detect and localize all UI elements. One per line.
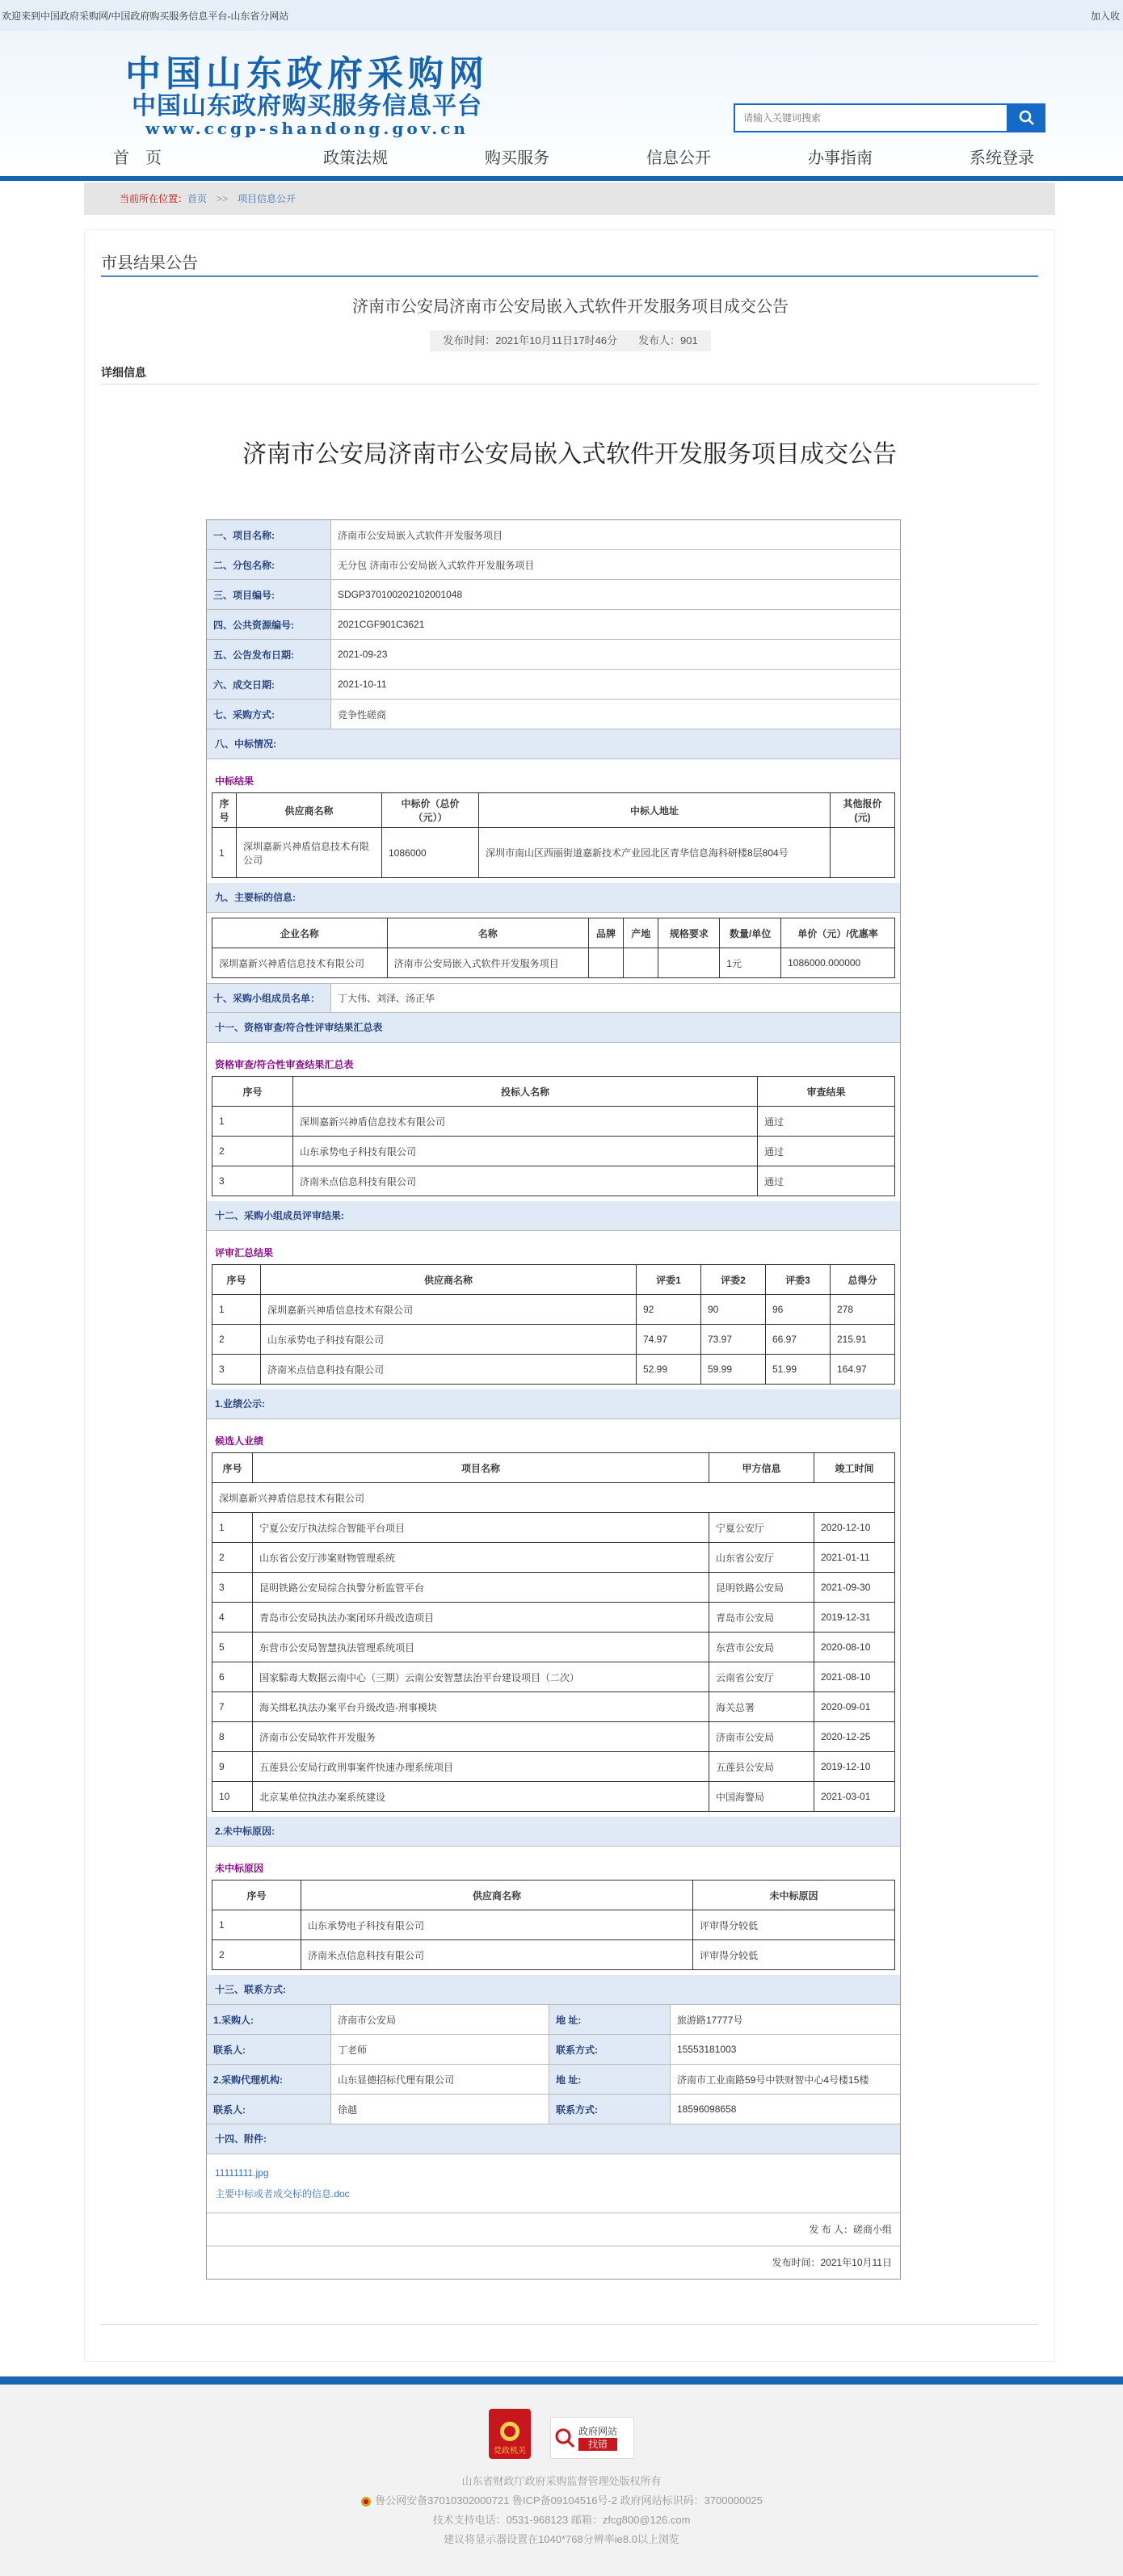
column-header: 中标人地址 [479, 793, 831, 828]
column-header: 企业名称 [212, 918, 388, 948]
perf-subtitle: 候选人业绩 [215, 1435, 264, 1447]
table-cell: 96 [766, 1295, 831, 1325]
table-cell: 2019-12-10 [814, 1752, 895, 1782]
info-value: 2021-10-11 [338, 679, 387, 690]
qual-table [212, 1076, 895, 1196]
table-cell: 昆明铁路公安局综合执警分析监管平台 [253, 1573, 709, 1603]
column-header: 其他报价(元) [831, 793, 895, 828]
emblem-icon [498, 2419, 522, 2444]
contact-value: 济南市工业南路59号中铁财智中心4号楼15楼 [677, 2074, 869, 2086]
table-cell: 2020-12-10 [814, 1513, 895, 1543]
column-header: 规格要求 [658, 918, 720, 948]
table-row [212, 948, 895, 978]
table-cell: 2 [212, 1940, 301, 1970]
contact-row [207, 2065, 900, 2095]
column-header: 品牌 [588, 918, 623, 948]
contact-value: 丁老师 [331, 2035, 549, 2064]
contact-value: 旅游路17777号 [677, 2014, 743, 2026]
table-cell: 5 [212, 1633, 253, 1662]
welcome-text: 欢迎来到中国政府采购网/中国政府购买服务信息平台-山东省分网站 [2, 10, 289, 22]
section-title: 市县结果公告 [101, 251, 1038, 277]
info-value: SDGP370100202102001048 [338, 589, 463, 600]
divider [101, 384, 1038, 385]
table-cell: 国家騌毒大数据云南中心（三期）云南公安智慧法治平台建设项目（二次） [253, 1662, 709, 1692]
table-cell: 五莲县公安局 [709, 1752, 814, 1782]
table-row [212, 1573, 895, 1603]
table-cell: 3 [212, 1573, 253, 1603]
column-header: 总得分 [831, 1265, 895, 1295]
column-header: 供应商名称 [301, 1881, 693, 1910]
contact-label: 2.采购代理机构: [207, 2065, 331, 2094]
footer-support: 技术支持电话：0531-968123 邮箱：zfcg800@126.com [432, 2514, 691, 2526]
section-13: 十三、联系方式: [207, 1975, 900, 2005]
column-header: 供应商名称 [237, 793, 382, 828]
table-row [212, 1910, 895, 1940]
table-cell: 东营市公安局 [709, 1633, 814, 1662]
column-header: 序号 [212, 1265, 261, 1295]
search-icon [1019, 110, 1035, 126]
table-cell: 2 [212, 1137, 293, 1166]
table-cell: 2020-12-25 [814, 1722, 895, 1752]
table-row [212, 1513, 895, 1543]
table-cell: 6 [212, 1662, 253, 1692]
publish-meta: 发布时间：2021年10月11日17时46分 发布人：901 [430, 330, 711, 351]
company-row [212, 1483, 895, 1513]
table-cell: 2 [212, 1325, 261, 1355]
section-14: 十四、附件: [207, 2124, 900, 2154]
table-cell: 云南省公安厅 [709, 1662, 814, 1692]
column-header: 项目名称 [253, 1453, 709, 1483]
table-cell: 五莲县公安局行政刑事案件快速办理系统项目 [253, 1752, 709, 1782]
table-cell: 2019-12-31 [814, 1603, 895, 1633]
contact-value: 徐越 [331, 2095, 549, 2124]
table-cell [658, 948, 720, 978]
qual-subtitle: 资格审查/符合性审查结果汇总表 [215, 1059, 354, 1070]
table-cell: 宁夏公安厅 [709, 1513, 814, 1543]
info-row [207, 610, 900, 640]
add-favorite-link[interactable]: 加入收 [1090, 10, 1120, 22]
breadcrumb-page[interactable]: 项目信息公开 [238, 193, 297, 204]
section-10-label: 十、采购小组成员名单： [207, 984, 331, 1012]
table-cell: 1 [212, 1295, 261, 1325]
publish-time: 发布时间：2021年10月11日 [772, 2257, 892, 2268]
table-cell: 昆明铁路公安局 [709, 1573, 814, 1603]
items-table [212, 918, 895, 978]
column-header: 未中标原因 [693, 1881, 895, 1910]
table-cell: 59.99 [701, 1355, 766, 1385]
info-row [207, 550, 900, 580]
breadcrumb [84, 183, 1055, 215]
table-row [212, 1543, 895, 1573]
table-cell: 山东省公安厅涉案财物管理系统 [253, 1543, 709, 1573]
table-cell [831, 828, 895, 878]
perf-table [212, 1452, 895, 1812]
table-cell: 1元 [720, 948, 781, 978]
table-cell: 3 [212, 1355, 261, 1385]
gov-site-error-badge[interactable] [550, 2417, 634, 2459]
table-cell: 2 [212, 1543, 253, 1573]
contact-label: 联系方式: [549, 2095, 671, 2124]
table-cell: 济南米点信息科技有限公司 [301, 1940, 693, 1970]
info-value: 竞争性磋商 [338, 708, 387, 721]
table-cell: 2021-03-01 [814, 1782, 895, 1812]
table-cell: 济南米点信息科技有限公司 [293, 1166, 758, 1196]
table-cell: 青岛市公安局 [709, 1603, 814, 1633]
table-cell: 评审得分较低 [693, 1940, 895, 1970]
breadcrumb-sep: >> [217, 193, 229, 204]
table-row [212, 828, 895, 878]
table-cell: 济南市公安局软件开发服务 [253, 1722, 709, 1752]
table-cell: 8 [212, 1722, 253, 1752]
column-header: 投标人名称 [293, 1077, 758, 1107]
table-cell [624, 948, 658, 978]
info-row [207, 670, 900, 700]
table-header-row [212, 1881, 895, 1910]
contact-label: 联系方式: [549, 2035, 671, 2064]
table-cell: 2021-09-30 [814, 1573, 895, 1603]
table-row [212, 1940, 895, 1970]
table-cell: 164.97 [831, 1355, 895, 1385]
section-11: 十一、资格审查/符合性评审结果汇总表 [207, 1013, 900, 1043]
contact-label: 联系人: [207, 2035, 331, 2064]
table-cell: 1 [212, 1513, 253, 1543]
content-panel [84, 229, 1055, 2362]
table-cell: 中国海警局 [709, 1782, 814, 1812]
footer-copyright: 山东省财政厅政府采购监督管理处版权所有 [461, 2475, 662, 2487]
table-cell: 济南市公安局 [709, 1722, 814, 1752]
party-gov-badge-icon[interactable] [489, 2409, 531, 2459]
column-header: 甲方信息 [709, 1453, 814, 1483]
detail-label: 详细信息 [101, 366, 146, 379]
info-value: 2021-09-23 [338, 649, 388, 660]
section-12: 十二、采购小组成员评审结果: [207, 1201, 900, 1231]
nav-policy[interactable]: 政策法规 [323, 149, 388, 167]
breadcrumb-label: 当前所在位置： [120, 193, 188, 204]
table-row [212, 1603, 895, 1633]
info-label: 四、公共资源编号: [207, 610, 331, 639]
badge-label: 党政机关 [494, 2447, 526, 2456]
breadcrumb-home[interactable]: 首页 [187, 193, 208, 204]
column-header: 序号 [212, 1077, 293, 1107]
table-cell: 评审得分较低 [693, 1910, 895, 1940]
search-input[interactable] [734, 103, 1008, 132]
info-row [207, 640, 900, 670]
nav-login[interactable]: 系统登录 [969, 149, 1034, 167]
table-row [212, 1633, 895, 1662]
table-cell: 海关缉私执法办案平台升级改造-刑事模块 [253, 1692, 709, 1722]
unwin-subtitle: 未中标原因 [215, 1863, 264, 1874]
table-header-row [212, 1453, 895, 1483]
contact-row [207, 2005, 900, 2035]
attachment-link[interactable]: 主要中标或者成交标的信息.doc [215, 2188, 350, 2200]
police-badge-icon [360, 2496, 372, 2507]
info-label: 五、公告发布日期: [207, 640, 331, 669]
table-row [212, 1107, 895, 1137]
section-10-value: 丁大伟、刘泽、汤正华 [338, 993, 435, 1004]
perf-title: 1.业绩公示: [207, 1389, 900, 1419]
score-table [212, 1264, 895, 1385]
column-header: 供应商名称 [261, 1265, 637, 1295]
table-cell: 山东承势电子科技有限公司 [293, 1137, 758, 1166]
table-row [212, 1137, 895, 1166]
win-subtitle: 中标结果 [215, 775, 254, 787]
table-cell: 51.99 [766, 1355, 831, 1385]
table-row [212, 1355, 895, 1385]
info-row [207, 520, 900, 550]
info-label: 一、项目名称: [207, 520, 331, 549]
logo-line1: 中国山东政府采购网 [125, 53, 489, 95]
table-cell: 2020-09-01 [814, 1692, 895, 1722]
column-header: 中标价（总价（元）） [382, 793, 479, 828]
table-cell: 278 [831, 1295, 895, 1325]
table-cell: 3 [212, 1166, 293, 1196]
column-header: 名称 [387, 918, 588, 948]
badge2-top: 政府网站 [578, 2426, 618, 2437]
table-cell: 92 [637, 1295, 701, 1325]
info-label: 六、成交日期: [207, 670, 331, 699]
table-cell: 海关总署 [709, 1692, 814, 1722]
table-cell: 2021-01-11 [814, 1543, 895, 1573]
info-value: 济南市公安局嵌入式软件开发服务项目 [338, 529, 503, 541]
bottom-divider [101, 2324, 1038, 2325]
footer-browser-tip: 建议将显示器设置在1040*768分辨率ie8.0以上浏览 [444, 2533, 679, 2545]
table-cell: 东营市公安局智慧执法管理系统项目 [253, 1633, 709, 1662]
info-label: 三、项目编号: [207, 580, 331, 609]
search-box [734, 103, 1045, 132]
nav-home[interactable]: 首 页 [113, 149, 162, 167]
table-cell: 215.91 [831, 1325, 895, 1355]
column-header: 产地 [624, 918, 658, 948]
column-header: 数量/单位 [720, 918, 781, 948]
site-footer [0, 2385, 1123, 2576]
table-cell: 74.97 [637, 1325, 701, 1355]
info-label: 七、采购方式: [207, 700, 331, 729]
contact-label: 联系人: [207, 2095, 331, 2124]
announcement-body [206, 519, 901, 2280]
table-cell: 深圳嘉新兴神盾信息技术有限公司 [237, 828, 382, 878]
column-header: 评委2 [701, 1265, 766, 1295]
nav-underline [0, 176, 1123, 181]
table-cell: 通过 [758, 1137, 895, 1166]
table-cell: 1 [212, 1107, 293, 1137]
footer-icp: 鲁公网安备37010302000721 鲁ICP备09104516号-2 政府网站标识码：3700000025 [375, 2494, 763, 2507]
info-row [207, 580, 900, 610]
table-header-row [212, 1265, 895, 1295]
table-cell: 9 [212, 1752, 253, 1782]
table-cell: 73.97 [701, 1325, 766, 1355]
table-row [212, 1722, 895, 1752]
score-subtitle: 评审汇总结果 [215, 1247, 274, 1259]
column-header: 审查结果 [758, 1077, 895, 1107]
publisher: 发 布 人：磋商小组 [207, 2213, 900, 2246]
info-label: 二、分包名称: [207, 550, 331, 579]
column-header: 评委1 [637, 1265, 701, 1295]
nav-info-public[interactable]: 信息公开 [646, 149, 711, 167]
contact-value: 济南市公安局 [331, 2005, 549, 2034]
main-nav [0, 141, 1123, 176]
table-cell: 7 [212, 1692, 253, 1722]
table-row [212, 1295, 895, 1325]
table-cell: 深圳嘉新兴神盾信息技术有限公司 [293, 1107, 758, 1137]
site-logo[interactable] [97, 55, 517, 137]
table-cell: 宁夏公安厅执法综合智能平台项目 [253, 1513, 709, 1543]
table-row [212, 1325, 895, 1355]
table-cell: 山东承势电子科技有限公司 [261, 1325, 637, 1355]
top-bar [0, 0, 1123, 31]
table-row [212, 1166, 895, 1196]
magnifier-icon [554, 2427, 575, 2448]
table-row [212, 1662, 895, 1692]
badge2-bottom: 找错 [578, 2438, 617, 2451]
table-cell: 济南市公安局嵌入式软件开发服务项目 [387, 948, 588, 978]
section-9: 九、主要标的信息: [207, 883, 900, 913]
contact-label: 地 址: [549, 2065, 671, 2094]
table-cell: 山东承势电子科技有限公司 [301, 1910, 693, 1940]
contact-label: 地 址: [549, 2005, 671, 2034]
table-cell: 北京某单位执法办案系统建设 [253, 1782, 709, 1812]
logo-url: www.ccgp-shandong.gov.cn [145, 119, 469, 138]
column-header: 评委3 [766, 1265, 831, 1295]
table-cell: 深圳市南山区西丽街道嘉新技术产业园北区青华信息海科研楼8层804号 [479, 828, 831, 878]
table-row [212, 1782, 895, 1812]
table-cell: 深圳嘉新兴神盾信息技术有限公司 [212, 948, 388, 978]
table-cell: 青岛市公安局执法办案闭环升级改造项目 [253, 1603, 709, 1633]
table-header-row [212, 1077, 895, 1107]
contact-value: 山东显德招标代理有限公司 [331, 2065, 549, 2094]
table-cell: 1086000.000000 [781, 948, 895, 978]
table-cell: 山东省公安厅 [709, 1543, 814, 1573]
column-header: 单价（元）/优惠率 [781, 918, 895, 948]
column-header: 序号 [212, 793, 237, 828]
contact-value: 15553181003 [677, 2044, 737, 2055]
contact-label: 1.采购人: [207, 2005, 331, 2034]
footer-bar [0, 2376, 1123, 2385]
info-row [207, 700, 900, 729]
table-row [212, 1752, 895, 1782]
win-table [212, 792, 895, 878]
announcement-title: 济南市公安局济南市公安局嵌入式软件开发服务项目成交公告 [242, 440, 897, 469]
contact-value: 18596098658 [677, 2103, 737, 2115]
table-cell: 通过 [758, 1166, 895, 1196]
table-row [212, 1692, 895, 1722]
unwin-table [212, 1880, 895, 1970]
info-value: 2021CGF901C3621 [338, 619, 425, 630]
table-cell: 2021-08-10 [814, 1662, 895, 1692]
search-button[interactable] [1008, 103, 1045, 132]
unwin-title: 2.未中标原因: [207, 1817, 900, 1847]
table-cell: 2020-08-10 [814, 1633, 895, 1662]
company-name: 深圳嘉新兴神盾信息技术有限公司 [212, 1483, 895, 1513]
table-header-row [212, 793, 895, 828]
table-cell: 90 [701, 1295, 766, 1325]
logo-line2: 中国山东政府购买服务信息平台 [132, 92, 482, 120]
column-header: 竣工时间 [814, 1453, 895, 1483]
nav-guide[interactable]: 办事指南 [808, 149, 873, 167]
table-cell: 1 [212, 828, 237, 878]
contact-row [207, 2095, 900, 2124]
table-cell: 10 [212, 1782, 253, 1812]
table-cell: 66.97 [766, 1325, 831, 1355]
table-header-row [212, 918, 895, 948]
section-8: 八、中标情况: [207, 729, 900, 759]
contact-row [207, 2035, 900, 2065]
table-cell: 1086000 [382, 828, 479, 878]
table-cell: 1 [212, 1910, 301, 1940]
column-header: 序号 [212, 1453, 253, 1483]
table-cell: 济南米点信息科技有限公司 [261, 1355, 637, 1385]
column-header: 序号 [212, 1881, 301, 1910]
table-cell [588, 948, 623, 978]
table-cell: 通过 [758, 1107, 895, 1137]
nav-purchase-service[interactable]: 购买服务 [485, 149, 549, 167]
table-cell: 4 [212, 1603, 253, 1633]
table-cell: 52.99 [637, 1355, 701, 1385]
table-cell: 深圳嘉新兴神盾信息技术有限公司 [261, 1295, 637, 1325]
attachment-link[interactable]: 11111111.jpg [215, 2167, 269, 2179]
page-title: 济南市公安局济南市公安局嵌入式软件开发服务项目成交公告 [352, 298, 789, 316]
info-value: 无分包 济南市公安局嵌入式软件开发服务项目 [338, 559, 535, 571]
